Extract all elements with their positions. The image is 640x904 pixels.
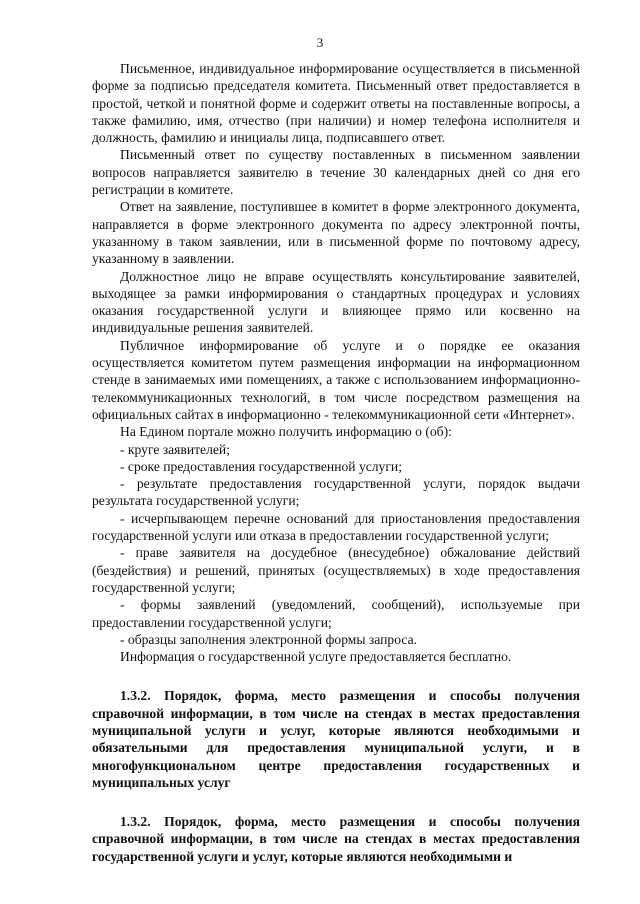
paragraph-portal-intro: На Едином портале можно получить информацию о (об): (120, 424, 452, 440)
list-item: - круге заявителей; (120, 441, 230, 457)
page-number: 3 (316, 35, 324, 50)
paragraph-written-informing: Письменное, индивидуальное информирование осуществляется в письменной форме за подписью председателя комитета. Письменный ответ предоставляется в простой, четкой и понятной форме и содержит ответы на поставленные вопросы, а также фамилию, имя, отчество (при наличии) и номер телефона исполнителя и должность, фамилию и инициалы лица, подписавшего ответ. (92, 61, 580, 146)
paragraph-response-deadline: Письменный ответ по существу поставленных в письменном заявлении вопросов направляется заявителю в течение 30 календарных дней со дня его регистрации в комитете. (92, 147, 580, 198)
list-item: - праве заявителя на досудебное (внесудебное) обжалование действий (бездействия) и решений, принятых (осуществляемых) в ходе предоставления государственной услуги; (92, 545, 580, 595)
section-heading-state: 1.3.2. Порядок, форма, место размещения и способы получения справочной информации, в том числе на стендах в местах предоставления государственной услуги и услуг, которые являются необходимыми и (92, 814, 580, 864)
document-body (92, 60, 580, 865)
paragraph-free-of-charge: Информация о государственной услуге предоставляется бесплатно. (120, 649, 512, 665)
list-item: - сроке предоставления государственной услуги; (120, 458, 402, 474)
paragraph-electronic-response: Ответ на заявление, поступившее в комитет в форме электронного документа, направляется в форме электронного документа по адресу электронной почты, указанному в таком заявлении, или в письменной форме по почтовому адресу, указанному в заявлении. (92, 199, 580, 267)
list-item: - результате предоставления государственной услуги, порядок выдачи результата государственной услуги; (92, 476, 580, 509)
paragraph-public-informing: Публичное информирование об услуге и о порядке ее оказания осуществляется комитетом путем размещения информации на информационном стенде в занимаемых ими помещениях, а также с использованием информационно-телекоммуникационных технологий, в том числе посредством размещения на официальных сайтах в информационно - телекоммуникационной сети «Интернет». (92, 337, 580, 422)
list-item: - исчерпывающем перечне оснований для приостановления предоставления государственной услуги или отказа в предоставлении государственной услуги; (92, 510, 580, 544)
list-item: - формы заявлений (уведомлений, сообщений), используемые при предоставлении государственной услуги; (92, 597, 580, 630)
paragraph-consultation-limits: Должностное лицо не вправе осуществлять консультирование заявителей, выходящее за рамки информирования о стандартных процедурах и условиях оказания государственной услуги и влияющее прямо или косвенно на индивидуальные решения заявителей. (92, 268, 580, 336)
section-heading-municipal: 1.3.2. Порядок, форма, место размещения и способы получения справочной информации, в том числе на стендах в местах предоставления муниципальной услуги и услуг, которые являются необходимыми и обязательными для предоставления муниципальной услуги, и в многофункциональном центре предоставления государственных и муниципальных услуг (92, 688, 580, 790)
list-item: - образцы заполнения электронной формы запроса. (120, 631, 417, 647)
